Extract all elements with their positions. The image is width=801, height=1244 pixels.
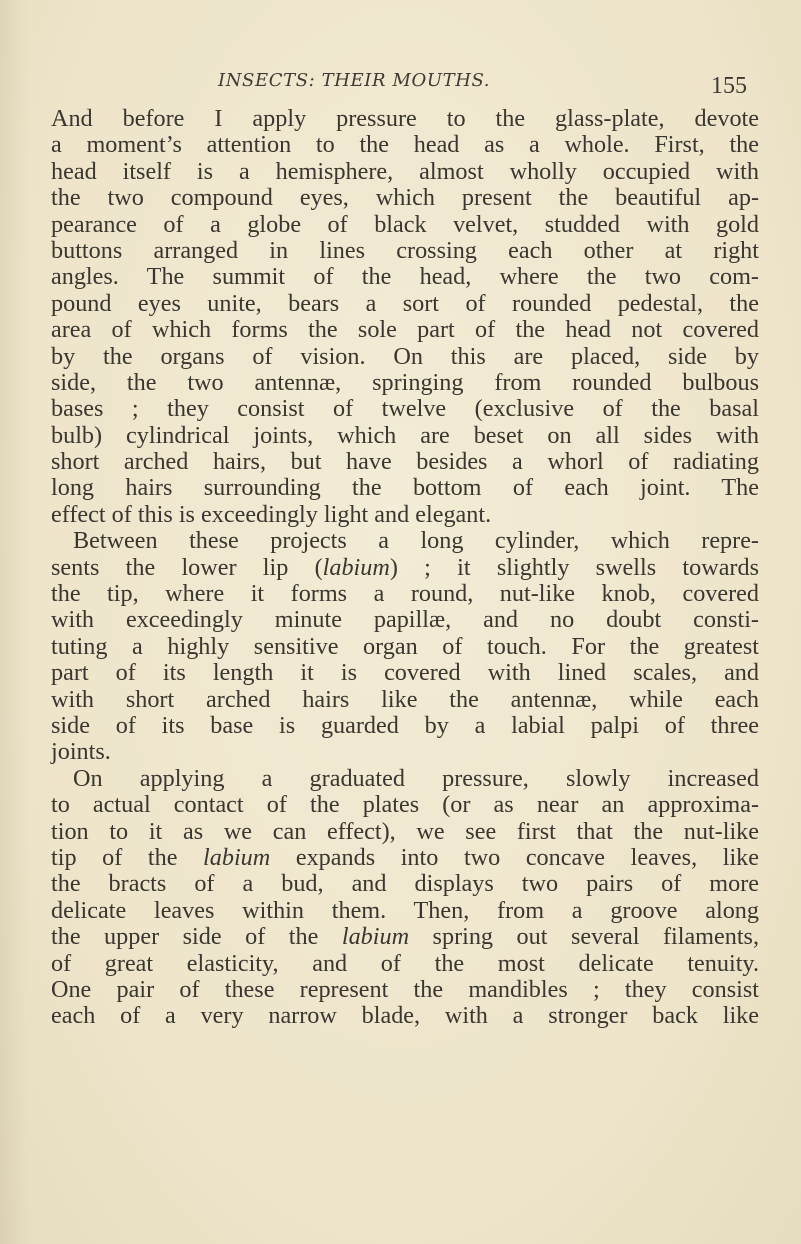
text-line: joints. [51, 738, 111, 766]
text-line: And before I apply pressure to the glass-plate, devote [51, 105, 759, 132]
text-line: part of its length it is covered with lined scales, and [51, 659, 759, 687]
text-line: area of which forms the sole part of the head not covered [51, 316, 759, 344]
text-line: On applying a graduated pressure, slowly increased [73, 764, 759, 792]
text-line: bases ; they consist of twelve (exclusive of the basal [51, 395, 759, 423]
text-line: tion to it as we can effect), we see first that the nut-like [51, 817, 759, 845]
text-line: head itself is a hemisphere, almost wholly occupied with [51, 157, 759, 185]
text-line: short arched hairs, but have besides a whorl of radiating [51, 448, 759, 476]
text-line: angles. The summit of the head, where the two com- [51, 263, 759, 291]
italic-term: labium [203, 843, 271, 871]
text-line: with short arched hairs like the antennæ, while each [51, 685, 759, 713]
text-line: a moment’s attention to the head as a whole. First, the [51, 131, 759, 159]
text-line: pound eyes unite, bears a sort of rounded pedestal, the [51, 289, 759, 317]
text-line: bulb) cylindrical joints, which are beset on all sides with [51, 421, 759, 449]
text-line: the two compound eyes, which present the beautiful ap- [51, 184, 759, 212]
running-head: INSECTS: THEIR MOUTHS. [218, 70, 491, 91]
text-line: buttons arranged in lines crossing each other at right [51, 236, 759, 264]
text-line: sents the lower lip (labium) ; it slightly swells towards [51, 553, 759, 581]
text-line: tip of the labium expands into two concave leaves, like [51, 843, 759, 871]
italic-term: labium [341, 923, 410, 951]
italic-term: labium [322, 553, 390, 581]
text-line: side, the two antennæ, springing from rounded bulbous [51, 368, 759, 396]
page-number: 155 [711, 73, 747, 99]
text-line: delicate leaves within them. Then, from a groove along [51, 896, 759, 924]
text-line: each of a very narrow blade, with a stronger back like [51, 1002, 759, 1030]
text-line: by the organs of vision. On this are placed, side by [51, 342, 759, 370]
text-line: with exceedingly minute papillæ, and no doubt consti- [51, 606, 759, 634]
text-line: to actual contact of the plates (or as near an approxima- [51, 791, 759, 819]
text-line: tuting a highly sensitive organ of touch. For the greatest [51, 632, 759, 660]
text-line: long hairs surrounding the bottom of each joint. The [51, 474, 759, 502]
text-line: effect of this is exceedingly light and elegant. [51, 500, 492, 528]
text-line: the upper side of the labium spring out several filaments, [51, 923, 760, 951]
text-line: side of its base is guarded by a labial palpi of three [51, 711, 759, 739]
text-line: pearance of a globe of black velvet, studded with gold [51, 210, 759, 238]
text-line: the tip, where it forms a round, nut-like knob, covered [51, 580, 759, 608]
text-line: the bracts of a bud, and displays two pairs of more [51, 870, 759, 898]
body-text [51, 106, 759, 1030]
text-line: of great elasticity, and of the most delicate tenuity. [51, 949, 759, 977]
text-line: One pair of these represent the mandibles ; they consist [51, 975, 759, 1003]
text-line: Between these projects a long cylinder, which repre- [73, 527, 759, 555]
